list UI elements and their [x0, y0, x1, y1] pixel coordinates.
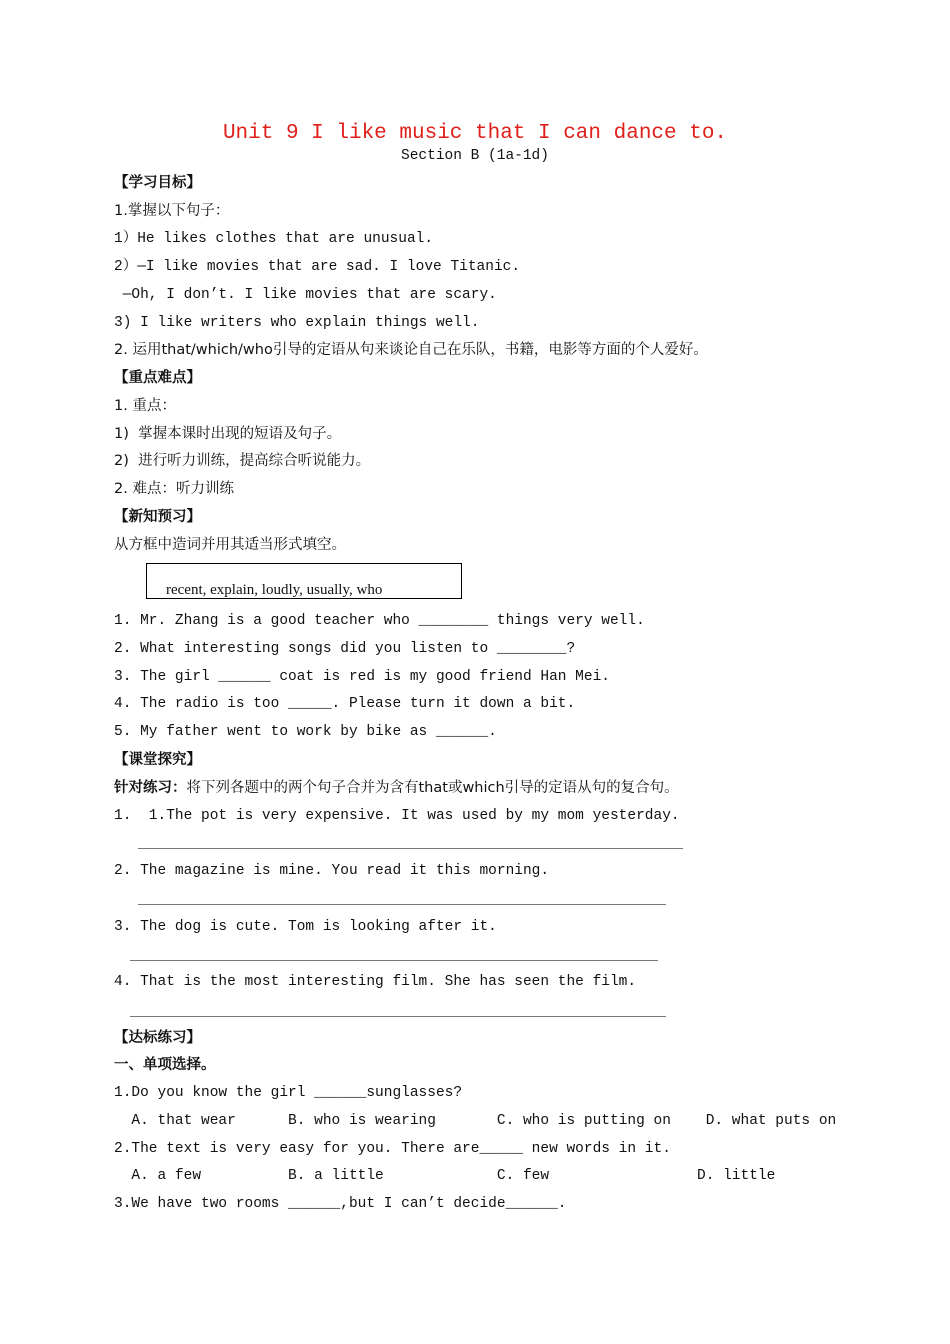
answer-line-3[interactable] [130, 960, 658, 961]
explore-heading: 【课堂探究】 [114, 752, 201, 768]
explore-instruction-text: 将下列各题中的两个句子合并为含有that或which引导的定语从句的复合句。 [186, 780, 679, 796]
key-line-2: 1) 掌握本课时出现的短语及句子。 [114, 426, 342, 442]
practice-question-2: 2.The text is very easy for you. There are_____ new words in it. [114, 1141, 671, 1157]
practice-question-1-options: A. that wear B. who is wearing C. who is putting on D. what puts on [114, 1113, 837, 1129]
preview-question-5: 5. My father went to work by bike as ______. [114, 724, 497, 740]
practice-question-2-options: A. a few B. a little C. few D. little [114, 1168, 776, 1184]
explore-instruction-label: 针对练习： [114, 780, 187, 796]
practice-question-3: 3.We have two rooms ______,but I can’t decide______. [114, 1196, 567, 1212]
goals-line-6: 2. 运用that/which/who引导的定语从句来谈论自己在乐队，书籍，电影等方面的个人爱好。 [114, 342, 708, 358]
practice-question-1: 1.Do you know the girl ______sunglasses? [114, 1085, 463, 1101]
goals-line-2: 1）He likes clothes that are unusual. [114, 231, 434, 247]
word-box [146, 563, 462, 599]
preview-question-2: 2. What interesting songs did you listen to ________? [114, 641, 576, 657]
practice-heading: 【达标练习】 [114, 1030, 201, 1046]
preview-heading: 【新知预习】 [114, 509, 201, 525]
goals-heading: 【学习目标】 [114, 175, 201, 191]
answer-line-1[interactable] [138, 848, 683, 849]
preview-question-4: 4. The radio is too _____. Please turn it down a bit. [114, 696, 576, 712]
word-box-text: recent, explain, loudly, usually, who [166, 582, 383, 598]
answer-line-4[interactable] [130, 1016, 666, 1017]
key-heading: 【重点难点】 [114, 370, 201, 386]
goals-line-3: 2）—I like movies that are sad. I love Titanic. [114, 259, 521, 275]
goals-line-5: 3) I like writers who explain things well. [114, 315, 480, 331]
preview-instruction: 从方框中造词并用其适当形式填空。 [114, 537, 346, 553]
explore-question-4: 4. That is the most interesting film. She has seen the film. [114, 974, 637, 990]
preview-question-3: 3. The girl ______ coat is red is my good friend Han Mei. [114, 669, 610, 685]
key-line-4: 2. 难点：听力训练 [114, 481, 234, 497]
explore-question-2: 2. The magazine is mine. You read it this morning. [114, 863, 550, 879]
preview-question-1: 1. Mr. Zhang is a good teacher who ________ things very well. [114, 613, 645, 629]
answer-line-2[interactable] [138, 904, 666, 905]
explore-question-1: 1. 1.The pot is very expensive. It was used by my mom yesterday. [114, 808, 680, 824]
goals-line-1: 1.掌握以下句子： [114, 203, 230, 219]
key-line-1: 1. 重点： [114, 398, 176, 414]
explore-question-3: 3. The dog is cute. Tom is looking after it. [114, 919, 497, 935]
page-subtitle: Section B (1a-1d) [401, 148, 549, 164]
practice-section-1: 一、单项选择。 [114, 1057, 216, 1073]
explore-instruction [114, 778, 679, 799]
goals-line-4: —Oh, I don’t. I like movies that are scary. [114, 287, 497, 303]
page-title: Unit 9 I like music that I can dance to. [222, 122, 728, 145]
key-line-3: 2) 进行听力训练，提高综合听说能力。 [114, 453, 371, 469]
